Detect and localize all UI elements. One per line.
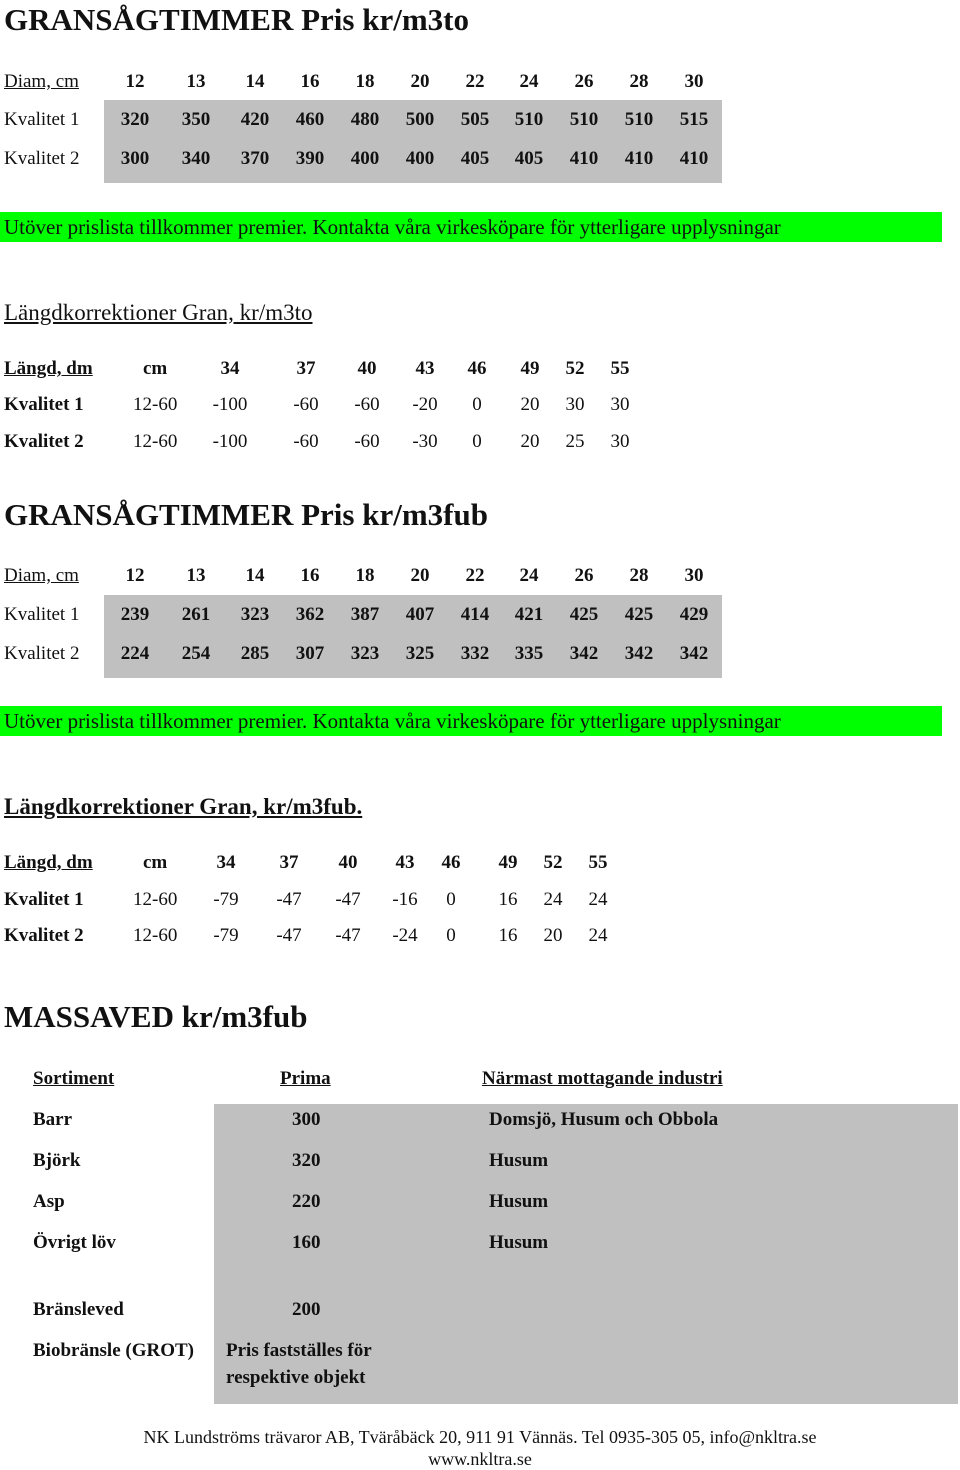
- cm-header-label: cm: [143, 358, 168, 379]
- table-cell: 350: [181, 109, 211, 130]
- prima-cell: 160: [292, 1232, 321, 1253]
- table-cell: 20: [520, 431, 540, 452]
- cm-range: 12-60: [133, 925, 178, 946]
- cm-range: 12-60: [133, 394, 178, 415]
- industri-cell: Husum: [489, 1191, 549, 1212]
- table-cell: -47: [335, 925, 361, 946]
- table-cell: -60: [293, 394, 319, 415]
- table-cell: 335: [514, 643, 544, 664]
- table-cell: 30: [610, 394, 630, 415]
- table-cell: 20: [543, 925, 563, 946]
- table-cell: 410: [679, 148, 709, 169]
- table-cell: 16: [300, 565, 320, 586]
- row-label: Kvalitet 2: [4, 925, 84, 946]
- table-cell: -60: [293, 431, 319, 452]
- cm-range: 12-60: [133, 431, 178, 452]
- table-cell: 43: [395, 852, 415, 873]
- prima-header: Prima: [280, 1068, 331, 1089]
- table-cell: 387: [350, 604, 380, 625]
- table-cell: 30: [684, 565, 704, 586]
- row-label: Kvalitet 2: [4, 431, 84, 452]
- table-cell: 30: [610, 431, 630, 452]
- cm-header-label: cm: [143, 852, 168, 873]
- table-cell: 405: [460, 148, 490, 169]
- table-cell: 407: [405, 604, 435, 625]
- row-label: Kvalitet 2: [4, 148, 80, 169]
- table-cell: 307: [295, 643, 325, 664]
- table-cell: 261: [181, 604, 211, 625]
- table-cell: 18: [355, 71, 375, 92]
- table-cell: 505: [460, 109, 490, 130]
- premium-notice: Utöver prislista tillkommer premier. Kontakta våra virkesköpare för ytterligare upplysningar: [0, 212, 942, 242]
- table-cell: 28: [629, 565, 649, 586]
- table-cell: 30: [565, 394, 585, 415]
- table-cell: 320: [120, 109, 150, 130]
- table-cell: 323: [240, 604, 270, 625]
- table-cell: -60: [354, 394, 380, 415]
- table-cell: 0: [472, 431, 482, 452]
- prima-cell: 320: [292, 1150, 321, 1171]
- table-cell: -100: [212, 394, 248, 415]
- table-cell: 14: [245, 71, 265, 92]
- industri-cell: Domsjö, Husum och Obbola: [489, 1109, 719, 1130]
- table-cell: 390: [295, 148, 325, 169]
- prima-cell: 220: [292, 1191, 321, 1212]
- table-cell: 20: [520, 394, 540, 415]
- table-cell: 40: [338, 852, 358, 873]
- table-cell: 370: [240, 148, 270, 169]
- table-cell: 18: [355, 565, 375, 586]
- table-cell: -47: [335, 889, 361, 910]
- table-cell: 480: [350, 109, 380, 130]
- table-cell: 254: [181, 643, 211, 664]
- table-cell: 22: [465, 565, 485, 586]
- industri-cell: Husum: [489, 1150, 549, 1171]
- section3-title: GRANSÅGTIMMER Pris kr/m3fub: [4, 497, 488, 532]
- table-cell: 37: [296, 358, 316, 379]
- table-cell: -20: [412, 394, 438, 415]
- length-header-label: Längd, dm: [4, 358, 93, 379]
- table-cell: 300: [120, 148, 150, 169]
- table-cell: 20: [410, 71, 430, 92]
- bransleved-label: Bränsleved: [33, 1299, 124, 1320]
- section1-title: GRANSÅGTIMMER Pris kr/m3to: [4, 2, 469, 37]
- table-cell: 16: [498, 889, 518, 910]
- diam-header-label: Diam, cm: [4, 565, 79, 586]
- table-cell: 20: [410, 565, 430, 586]
- biobransle-note-line2: respektive objekt: [226, 1367, 366, 1388]
- table-cell: 342: [679, 643, 709, 664]
- table-cell: 342: [624, 643, 654, 664]
- table-cell: 414: [460, 604, 490, 625]
- biobransle-note-line1: Pris fastställes för: [226, 1340, 372, 1361]
- table-cell: 340: [181, 148, 211, 169]
- table-cell: 425: [569, 604, 599, 625]
- sortiment-header: Sortiment: [33, 1068, 115, 1089]
- table-cell: 13: [186, 565, 206, 586]
- table-cell: 285: [240, 643, 270, 664]
- prima-cell: 300: [292, 1109, 321, 1130]
- table-cell: 12: [125, 565, 145, 586]
- section2-title: Längdkorrektioner Gran, kr/m3to: [4, 300, 313, 325]
- row-label: Kvalitet 2: [4, 643, 80, 664]
- table-cell: 400: [350, 148, 380, 169]
- biobransle-label: Biobränsle (GROT): [33, 1340, 194, 1361]
- table-cell: 52: [543, 852, 563, 873]
- table-cell: -79: [213, 925, 239, 946]
- table-cell: 325: [405, 643, 435, 664]
- table-cell: 13: [186, 71, 206, 92]
- table-cell: 26: [574, 71, 594, 92]
- row-label: Kvalitet 1: [4, 109, 80, 130]
- industri-header: Närmast mottagande industri: [482, 1068, 723, 1089]
- premium-notice: Utöver prislista tillkommer premier. Kontakta våra virkesköpare för ytterligare upplysningar: [0, 706, 942, 736]
- bransleved-value: 200: [292, 1299, 321, 1320]
- table-cell: 0: [472, 394, 482, 415]
- sortiment-cell: Barr: [33, 1109, 73, 1130]
- section5-title: MASSAVED kr/m3fub: [4, 999, 308, 1034]
- table-cell: 420: [240, 109, 270, 130]
- table-cell: 25: [565, 431, 585, 452]
- table-cell: 22: [465, 71, 485, 92]
- table-cell: 510: [624, 109, 654, 130]
- table-cell: 24: [519, 565, 539, 586]
- table-cell: 52: [565, 358, 585, 379]
- table-cell: 510: [514, 109, 544, 130]
- table-cell: 16: [498, 925, 518, 946]
- table-cell: 429: [679, 604, 709, 625]
- table-cell: 26: [574, 565, 594, 586]
- table-cell: -100: [212, 431, 248, 452]
- table-cell: 510: [569, 109, 599, 130]
- table-cell: -60: [354, 431, 380, 452]
- table-cell: 16: [300, 71, 320, 92]
- table-cell: -79: [213, 889, 239, 910]
- table-cell: 37: [279, 852, 299, 873]
- table-cell: 332: [460, 643, 490, 664]
- table-cell: -24: [392, 925, 418, 946]
- table-cell: 30: [684, 71, 704, 92]
- row-label: Kvalitet 1: [4, 394, 84, 415]
- table-cell: 410: [624, 148, 654, 169]
- table-cell: 500: [405, 109, 435, 130]
- table-cell: 49: [498, 852, 518, 873]
- section4-title: Längdkorrektioner Gran, kr/m3fub.: [4, 794, 363, 819]
- table-cell: 400: [405, 148, 435, 169]
- table-cell: -30: [412, 431, 438, 452]
- footer-contact: NK Lundströms trävaror AB, Tväråbäck 20, 911 91 Vännäs. Tel 0935-305 05, info@nkltra.se: [143, 1427, 817, 1447]
- table-cell: 12: [125, 71, 145, 92]
- table-cell: 28: [629, 71, 649, 92]
- table-cell: 55: [588, 852, 608, 873]
- table-cell: 405: [514, 148, 544, 169]
- table-cell: 34: [216, 852, 236, 873]
- row-label: Kvalitet 1: [4, 889, 84, 910]
- table-cell: 421: [514, 604, 544, 625]
- table-cell: 515: [679, 109, 709, 130]
- table-cell: 24: [588, 889, 608, 910]
- table-cell: -47: [276, 925, 302, 946]
- table-cell: 46: [441, 852, 461, 873]
- table-cell: 46: [467, 358, 487, 379]
- table-cell: 362: [295, 604, 325, 625]
- table-cell: 0: [446, 889, 456, 910]
- table-cell: 43: [415, 358, 435, 379]
- table-cell: 460: [295, 109, 325, 130]
- table-cell: 34: [220, 358, 240, 379]
- length-header-label: Längd, dm: [4, 852, 93, 873]
- industri-cell: Husum: [489, 1232, 549, 1253]
- table-cell: 323: [350, 643, 380, 664]
- diam-header-label: Diam, cm: [4, 71, 79, 92]
- table-cell: 14: [245, 565, 265, 586]
- footer-website[interactable]: [0, 1448, 960, 1470]
- website-link[interactable]: www.nkltra.se: [428, 1449, 532, 1469]
- table-cell: 0: [446, 925, 456, 946]
- table-cell: 425: [624, 604, 654, 625]
- table-cell: 55: [610, 358, 630, 379]
- table-cell: 24: [543, 889, 563, 910]
- table-cell: -47: [276, 889, 302, 910]
- table-cell: 224: [120, 643, 150, 664]
- sortiment-cell: Björk: [33, 1150, 81, 1171]
- table-cell: 24: [588, 925, 608, 946]
- cm-range: 12-60: [133, 889, 178, 910]
- table-cell: -16: [392, 889, 418, 910]
- table-cell: 24: [519, 71, 539, 92]
- table-cell: 410: [569, 148, 599, 169]
- table-cell: 239: [120, 604, 150, 625]
- sortiment-cell: Övrigt löv: [33, 1232, 116, 1253]
- row-label: Kvalitet 1: [4, 604, 80, 625]
- sortiment-cell: Asp: [33, 1191, 65, 1212]
- table-cell: 40: [357, 358, 377, 379]
- table-cell: 49: [520, 358, 540, 379]
- table-cell: 342: [569, 643, 599, 664]
